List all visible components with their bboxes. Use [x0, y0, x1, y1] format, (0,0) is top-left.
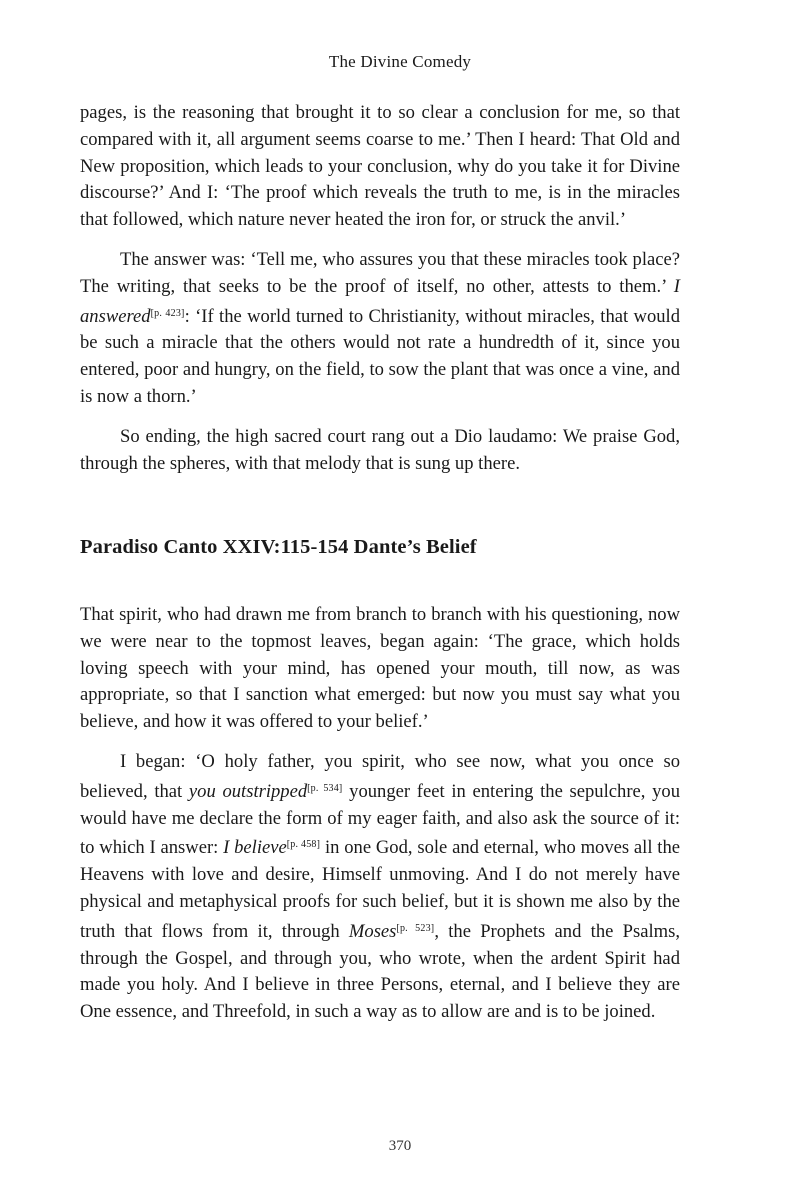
text-block-top: [80, 100, 680, 490]
paragraph-text: in one God, sole and eternal, who moves all the Heavens with love and desire, Himself unmoving. And I do not merely have physical and metaphysical proofs for such belief, but it is shown me also by the truth that flows from it, through: [80, 837, 681, 942]
page-reference: [p. 423]: [150, 307, 185, 319]
page-reference: [p. 458]: [286, 839, 321, 851]
page-reference: [p. 534]: [307, 782, 343, 794]
paragraph-text: , the Prophets and the Psalms, through the Gospel, and through you, who wrote, when the ardent Spirit had made you holy. And I believe in three Persons, eternal, and I believe they are One essence, and Threefold, in such a way as to allow are and is to be joined.: [80, 920, 681, 1023]
paragraph-text: That spirit, who had drawn me from branch to branch with his questioning, now we were near to the topmost leaves, began again: ‘The grace, which holds loving speech with your mind, has opened your mouth, till now, as was appropriate, so that I sanction what emerged: but now you must say what you believe, and how it was offered to your belief.’: [80, 604, 680, 733]
paragraph: [80, 424, 680, 478]
cross-reference-link[interactable]: Moses: [348, 920, 397, 942]
running-title: The Divine Comedy: [328, 52, 472, 71]
paragraph: [80, 247, 680, 411]
section-heading: Paradiso Canto XXIV:115-154 Dante’s Belief: [80, 536, 477, 558]
cross-reference-link[interactable]: I answered: [80, 275, 680, 327]
text-block-bottom: [80, 602, 680, 1039]
paragraph-text: I began: ‘O holy father, you spirit, who see now, what you once so believed, that: [80, 750, 680, 802]
paragraph-text: The answer was: ‘Tell me, who assures you that these miracles took place? The writing, that seeks to be the proof of itself, no other, attests to them.’: [80, 248, 680, 297]
paragraph: [80, 749, 680, 1026]
cross-reference-link[interactable]: you outstripped: [188, 780, 308, 802]
paragraph-text: younger feet in entering the sepulchre, you would have me declare the form of my eager faith, and also ask the source of it: to which I answer:: [80, 780, 680, 859]
page-reference: [p. 523]: [396, 922, 435, 934]
page-number: 370: [388, 1138, 412, 1154]
paragraph: [80, 602, 680, 736]
cross-reference-link[interactable]: I believe: [223, 837, 287, 859]
paragraph: [80, 100, 680, 234]
paragraph-text: pages, is the reasoning that brought it to so clear a conclusion for me, so that compared with it, all argument seems coarse to me.’ Then I heard: That Old and New proposition, which leads to your conclusion, why do you take it for Divine discourse?’ And I: ‘The proof which reveals the truth to me, is in the miracles that followed, which nature never heated the iron for, or struck the anvil.’: [80, 102, 680, 231]
paragraph-text: So ending, the high sacred court rang out a Dio laudamo: We praise God, through the spheres, with that melody that is sung up there.: [80, 425, 680, 474]
paragraph-text: : ‘If the world turned to Christianity, without miracles, that would be such a miracle that the others would not rate a hundredth of it, since you entered, poor and hungry, on the field, to sow the plant that was once a vine, and is now a thorn.’: [80, 305, 681, 407]
